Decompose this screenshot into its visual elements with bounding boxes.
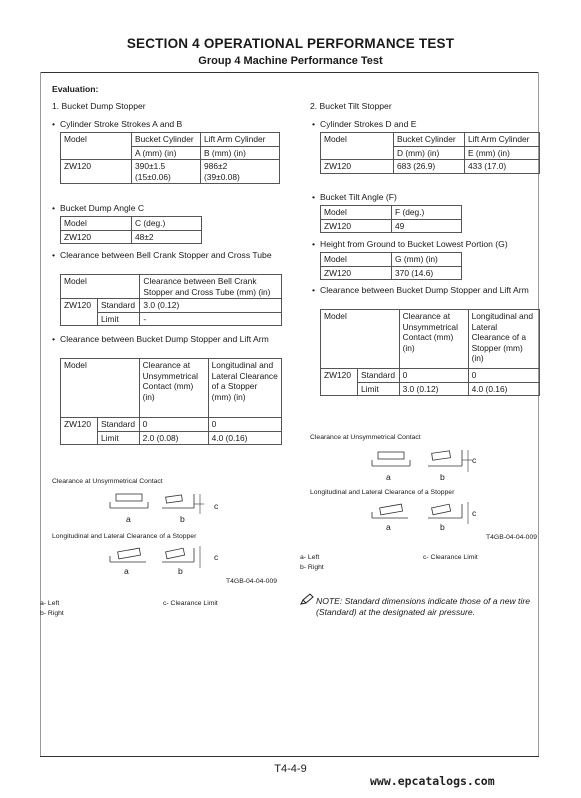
td-limit-2: 4.0 (0.16)	[468, 382, 539, 396]
left-margin-rule	[40, 72, 41, 756]
fig-label-a: a	[386, 472, 391, 482]
th-bell-crank-clearance: Clearance between Bell Crank Stopper and Cross Tube (mm) (in)	[140, 275, 282, 299]
fig-label-c: c	[214, 552, 219, 562]
evaluation-heading: Evaluation:	[52, 84, 99, 94]
td-limit-1: 3.0 (0.12)	[399, 382, 468, 396]
subitem-height-g: • Height from Ground to Bucket Lowest Portion (G)	[320, 239, 508, 250]
td-standard-label: Standard	[358, 369, 400, 383]
fig-label-a: a	[386, 522, 391, 532]
fig-label-b: b	[440, 522, 445, 532]
td-model: ZW120	[61, 230, 132, 244]
th-unit-d: D (mm) (in)	[394, 146, 465, 160]
footer-rule	[40, 756, 539, 757]
pencil-note-icon	[300, 594, 314, 606]
fig-caption-longitudinal: Longitudinal and Lateral Clearance of a Stopper	[52, 533, 197, 540]
table-dump-angle-c	[60, 216, 202, 244]
fig-label-c: c	[214, 501, 219, 511]
td-model: ZW120	[321, 369, 358, 396]
td-standard-value: 3.0 (0.12)	[140, 299, 282, 313]
fig-label-a: a	[126, 514, 131, 524]
subitem-dump-stopper-clearance: • Clearance between Bucket Dump Stopper and Lift Arm	[60, 334, 280, 345]
th-angle-c: C (deg.)	[132, 217, 202, 231]
td-standard-1: 0	[139, 418, 208, 432]
th-model: Model	[321, 253, 392, 267]
table-strokes-ab	[60, 132, 280, 184]
th-lift-arm-cylinder: Lift Arm Cylinder	[465, 133, 540, 147]
td-standard-1: 0	[399, 369, 468, 383]
subitem-bell-crank-clearance: • Clearance between Bell Crank Stopper and Cross Tube	[60, 250, 280, 261]
subitem-dump-angle-c: • Bucket Dump Angle C	[60, 203, 144, 214]
td-stroke-d: 683 (26.9)	[394, 160, 465, 174]
figure-code: T4GB-04-04-009	[486, 534, 538, 541]
th-model: Model	[321, 133, 394, 160]
fig-label-a: a	[124, 566, 129, 576]
td-model: ZW120	[321, 219, 392, 233]
table-bell-crank-clearance	[60, 274, 282, 326]
td-stroke-e: 433 (17.0)	[465, 160, 540, 174]
td-limit-label: Limit	[98, 431, 140, 445]
legend-b: b- Right	[40, 610, 64, 617]
th-angle-f: F (deg.)	[392, 206, 462, 220]
th-unsymmetrical-clearance: Clearance at Unsymmetrical Contact (mm) (in)	[139, 359, 208, 418]
subitem-tilt-angle-f: • Bucket Tilt Angle (F)	[320, 192, 397, 203]
th-model: Model	[61, 217, 132, 231]
td-stroke-b: 986±2 (39±0.08)	[201, 160, 280, 184]
th-model: Model	[61, 275, 140, 299]
legend-c: c- Clearance Limit	[163, 600, 218, 607]
right-margin-rule	[538, 72, 539, 756]
fig-label-b: b	[440, 472, 445, 482]
td-limit-label: Limit	[98, 312, 140, 326]
table-height-g	[320, 252, 462, 280]
group-title: Group 4 Machine Performance Test	[198, 55, 383, 67]
table-dump-stopper-clearance-right	[320, 309, 540, 396]
th-unit-a: A (mm) (in)	[132, 146, 201, 160]
fig-label-c: c	[472, 455, 477, 465]
td-limit-2: 4.0 (0.16)	[208, 431, 281, 445]
td-limit-1: 2.0 (0.08)	[139, 431, 208, 445]
fig-caption-unsymmetrical: Clearance at Unsymmetrical Contact	[52, 478, 163, 485]
note-text: NOTE: Standard dimensions indicate those of a new tire (Standard) at the designated air pressure.	[316, 596, 531, 617]
table-dump-stopper-clearance-left	[60, 358, 282, 445]
figure-code: T4GB-04-04-009	[226, 578, 278, 585]
td-standard-label: Standard	[98, 299, 140, 313]
td-model: ZW120	[61, 160, 132, 184]
page-number: T4-4-9	[274, 763, 307, 775]
subitem-strokes-de: • Cylinder Strokes D and E	[320, 119, 416, 130]
td-model: ZW120	[321, 266, 392, 280]
th-model: Model	[321, 206, 392, 220]
td-angle-c: 48±2	[132, 230, 202, 244]
legend-c: c- Clearance Limit	[423, 554, 478, 561]
th-bucket-cylinder: Bucket Cylinder	[394, 133, 465, 147]
th-height-g: G (mm) (in)	[392, 253, 462, 267]
td-limit-value: -	[140, 312, 282, 326]
th-longitudinal-clearance: Longitudinal and Lateral Clearance of a Stopper (mm) (in)	[468, 310, 539, 369]
td-limit-label: Limit	[358, 382, 400, 396]
th-unit-b: B (mm) (in)	[201, 146, 280, 160]
th-lift-arm-cylinder: Lift Arm Cylinder	[201, 133, 280, 147]
td-standard-2: 0	[468, 369, 539, 383]
td-model: ZW120	[61, 418, 98, 445]
table-tilt-angle-f	[320, 205, 462, 233]
th-unsymmetrical-clearance: Clearance at Unsymmetrical Contact (mm) (in)	[399, 310, 468, 369]
subitem-strokes-ab: • Cylinder Stroke Strokes A and B	[60, 119, 182, 130]
section-title: SECTION 4 OPERATIONAL PERFORMANCE TEST	[126, 36, 455, 51]
th-unit-e: E (mm) (in)	[465, 146, 540, 160]
th-model: Model	[321, 310, 400, 369]
legend-a: a- Left	[40, 600, 60, 607]
th-model: Model	[61, 359, 140, 418]
td-model: ZW120	[321, 160, 394, 174]
legend-a: a- Left	[300, 554, 320, 561]
legend-b: b- Right	[300, 564, 324, 571]
td-standard-2: 0	[208, 418, 281, 432]
item-bucket-dump-stopper: 1. Bucket Dump Stopper	[52, 101, 146, 111]
th-bucket-cylinder: Bucket Cylinder	[132, 133, 201, 147]
td-height-g: 370 (14.6)	[392, 266, 462, 280]
th-longitudinal-clearance: Longitudinal and Lateral Clearance of a Stopper (mm) (in)	[208, 359, 281, 418]
watermark: www.epcatalogs.com	[370, 774, 495, 788]
longitudinal-clearance-diagram	[100, 544, 220, 578]
th-model: Model	[61, 133, 132, 160]
td-angle-f: 49	[392, 219, 462, 233]
td-model: ZW120	[61, 299, 98, 326]
td-standard-label: Standard	[98, 418, 140, 432]
fig-caption-longitudinal: Longitudinal and Lateral Clearance of a Stopper	[310, 489, 455, 496]
header-rule	[40, 72, 539, 73]
unsymmetrical-contact-diagram	[100, 488, 220, 528]
fig-label-b: b	[180, 514, 185, 524]
fig-label-c: c	[472, 508, 477, 518]
fig-label-b: b	[178, 566, 183, 576]
table-strokes-de	[320, 132, 540, 174]
subitem-dump-stopper-clearance: • Clearance between Bucket Dump Stopper and Lift Arm	[320, 285, 535, 296]
item-bucket-tilt-stopper: 2. Bucket Tilt Stopper	[310, 101, 392, 111]
fig-caption-unsymmetrical: Clearance at Unsymmetrical Contact	[310, 434, 421, 441]
td-stroke-a: 390±1.5 (15±0.06)	[132, 160, 201, 184]
